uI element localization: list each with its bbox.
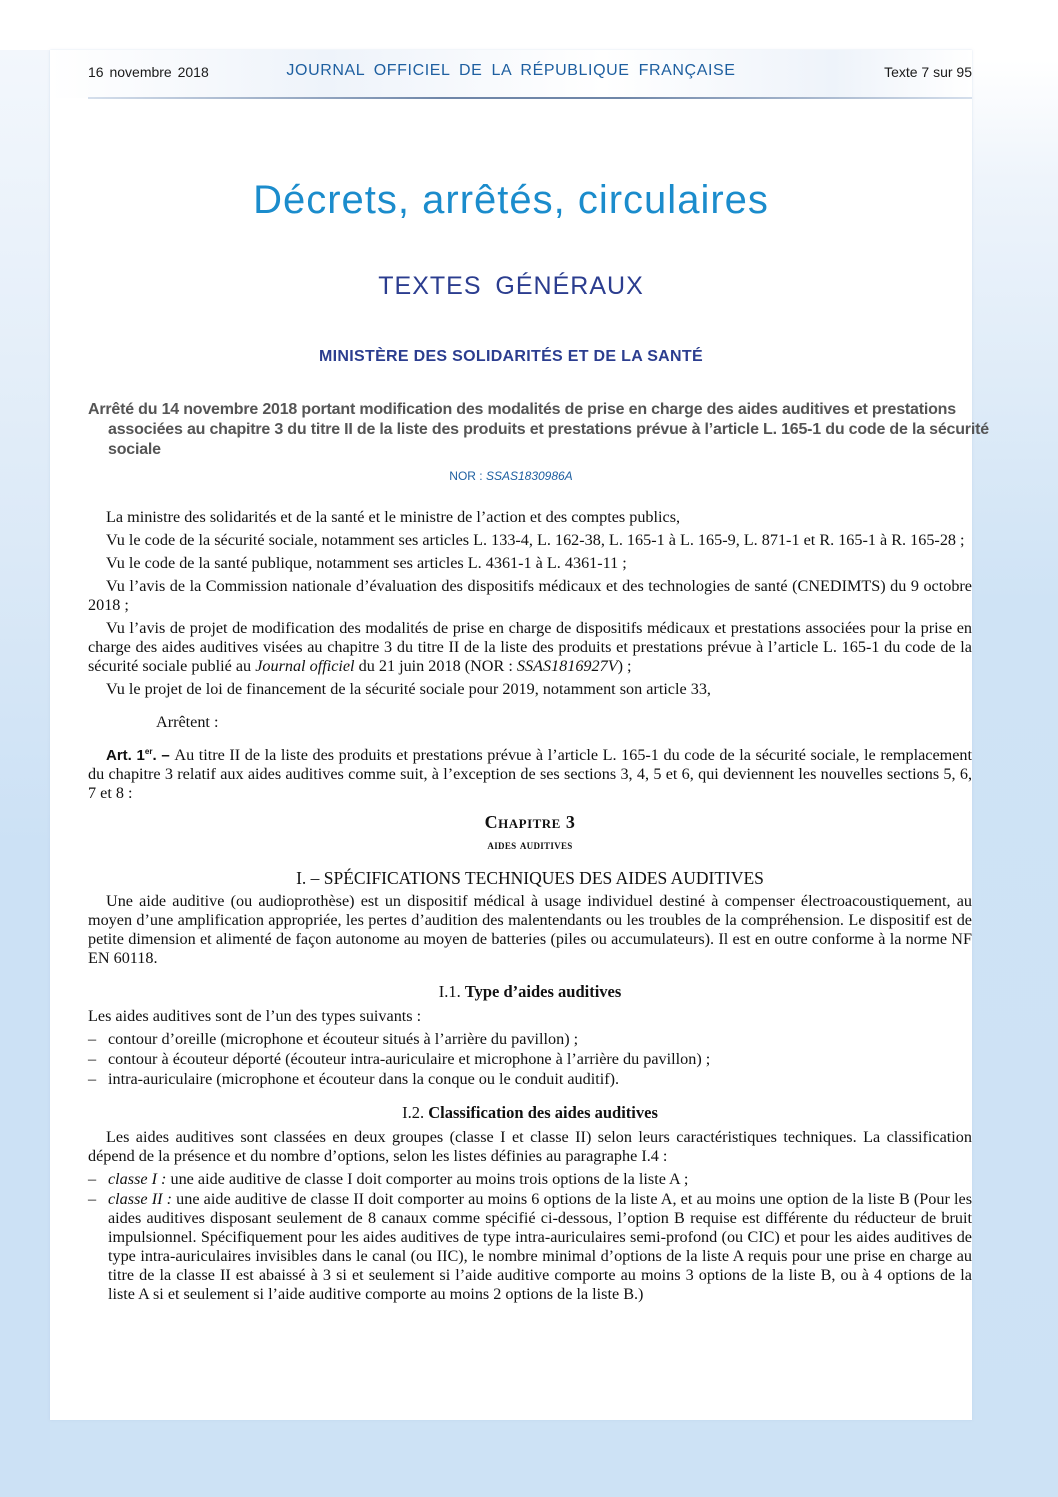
section-paragraph: Une aide auditive (ou audioprothèse) est un dispositif médical à usage individuel destiné à compenser électroacoustiquement, au moyen d’une amplification appropriée, les pertes d’audition des malentendants ou les troubles de la compréhension. Le dispositif est de petite dimension et alimenté de façon autonome au moyen de batteries (piles ou accumulateurs). Il est en outre conforme à la norme NF EN 60118. bbox=[88, 892, 972, 967]
subsection-heading: I.1. Type d’aides auditives bbox=[438, 982, 622, 1001]
subsection-heading: I.2. Classification des aides auditives bbox=[402, 1103, 658, 1122]
visa-paragraph: Vu le code de la santé publique, notamment ses articles L. 4361-1 à L. 4361-11 ; bbox=[106, 554, 627, 572]
list-item: – contour à écouteur déporté (écouteur intra-auriculaire et microphone à l’arrière du pavillon) ; bbox=[88, 1050, 711, 1068]
visa-paragraph bbox=[88, 619, 972, 676]
ministry-heading: MINISTÈRE DES SOLIDARITÉS ET DE LA SANTÉ bbox=[319, 348, 703, 365]
nor-value: SSAS1830986A bbox=[485, 469, 573, 483]
article-text: Au titre II de la liste des produits et prestations prévue à l’article L. 165-1 du code de la sécurité sociale, le remplacement du chapitre 3 relatif aux aides auditives comme suit, à l’exception de ses sections 3, 4, 5 et 6, qui deviennent les nouvelles sections 5, 6, 7 et 8 : bbox=[88, 746, 972, 802]
visa-text: du 21 juin 2018 (NOR : bbox=[354, 657, 517, 675]
nor-reference bbox=[50, 469, 972, 483]
journal-officiel-ref: Journal officiel bbox=[255, 657, 355, 675]
list-item: – classe II : une aide auditive de classe II doit comporter au moins 6 options de la liste A, et au moins une option de la liste B (Pour les aides auditives disposant seulement de 8 canaux comme spécifié ci-dessous, l’option B requise est différente du réducteur de bruit impulsionnel. Spécifiquement pour les aides auditives de type intra-auriculaires semi-profond (ou CIC) et pour les aides auditives de type intra-auriculaires invisibles dans le canal (ou IIC), le nombre minimal d’options de la liste A requis pour une prise en charge au titre de la classe II est abaissé à 3 si et seulement si l’aide auditive comporte au moins 3 options de la liste B, ou à 4 options de la liste A si et seulement si l’aide auditive comporte au moins 2 options de la liste B.) bbox=[88, 1190, 972, 1303]
list-item: – contour d’oreille (microphone et écouteur situés à l’arrière du pavillon) ; bbox=[88, 1030, 579, 1048]
header-rule bbox=[88, 97, 972, 99]
list-item: – classe I : une aide auditive de classe I doit comporter au moins trois options de la liste A ; bbox=[88, 1170, 689, 1188]
visa-paragraph: La ministre des solidarités et de la santé et le ministre de l’action et des comptes publics, bbox=[106, 508, 681, 526]
arretent: Arrêtent : bbox=[156, 713, 219, 731]
section-paragraph: Les aides auditives sont classées en deux groupes (classe I et classe II) selon leurs caractéristiques techniques. La classification dépend de la présence et du nombre d’options, selon les listes définies au paragraphe I.4 : bbox=[88, 1128, 972, 1165]
section-heading: I. – SPÉCIFICATIONS TECHNIQUES DES AIDES AUDITIVES bbox=[296, 868, 764, 888]
article-1 bbox=[88, 742, 972, 803]
document-page bbox=[50, 50, 989, 1420]
visa-text: Vu l’avis de projet de modification des modalités de prise en charge de dispositifs médicaux et prestations associées pour la prise en charge des aides auditives visées au chapitre 3 du titre II de la liste des produits et prestations prévue à l’article L. 165-1 du code de la sécurité sociale publié au bbox=[88, 619, 972, 675]
arrete-title: Arrêté du 14 novembre 2018 portant modification des modalités de prise en charge des aides auditives et prestations associées au chapitre 3 du titre II de la liste des produits et prestations prévue à l’article L. 165-1 du code de la sécurité sociale bbox=[88, 401, 989, 458]
header-date: 16 novembre 2018 bbox=[88, 64, 209, 80]
list-item: – intra-auriculaire (microphone et écouteur dans la conque ou le conduit auditif). bbox=[88, 1070, 620, 1088]
visa-text: ) ; bbox=[617, 657, 632, 675]
text-counter: Texte 7 sur 95 bbox=[884, 64, 972, 80]
nor-ref: SSAS1816927V bbox=[516, 657, 618, 675]
main-title: Décrets, arrêtés, circulaires bbox=[253, 178, 769, 222]
section-title: TEXTES GÉNÉRAUX bbox=[378, 272, 644, 300]
chapter-subtitle: aides auditives bbox=[487, 838, 573, 852]
list-intro: Les aides auditives sont de l’un des types suivants : bbox=[88, 1007, 422, 1025]
document-body bbox=[88, 508, 972, 1305]
chapter-title: Chapitre 3 bbox=[484, 812, 576, 832]
page-header bbox=[50, 50, 972, 98]
article-label: Art. 1er. – bbox=[106, 747, 175, 764]
visa-paragraph: Vu le code de la sécurité sociale, notamment ses articles L. 133-4, L. 162-38, L. 165-1 à L. 165-9, L. 871-1 et R. 165-1 à R. 165-28 ; bbox=[106, 531, 965, 549]
journal-title: JOURNAL OFFICIEL DE LA RÉPUBLIQUE FRANÇAISE bbox=[286, 62, 736, 79]
page-margin-strip bbox=[0, 50, 50, 1497]
visa-paragraph: Vu l’avis de la Commission nationale d’évaluation des dispositifs médicaux et des technologies de santé (CNEDIMTS) du 9 octobre 2018 ; bbox=[88, 577, 972, 614]
nor-label: NOR : bbox=[449, 469, 486, 483]
visa-paragraph: Vu le projet de loi de financement de la sécurité sociale pour 2019, notamment son article 33, bbox=[106, 680, 711, 698]
